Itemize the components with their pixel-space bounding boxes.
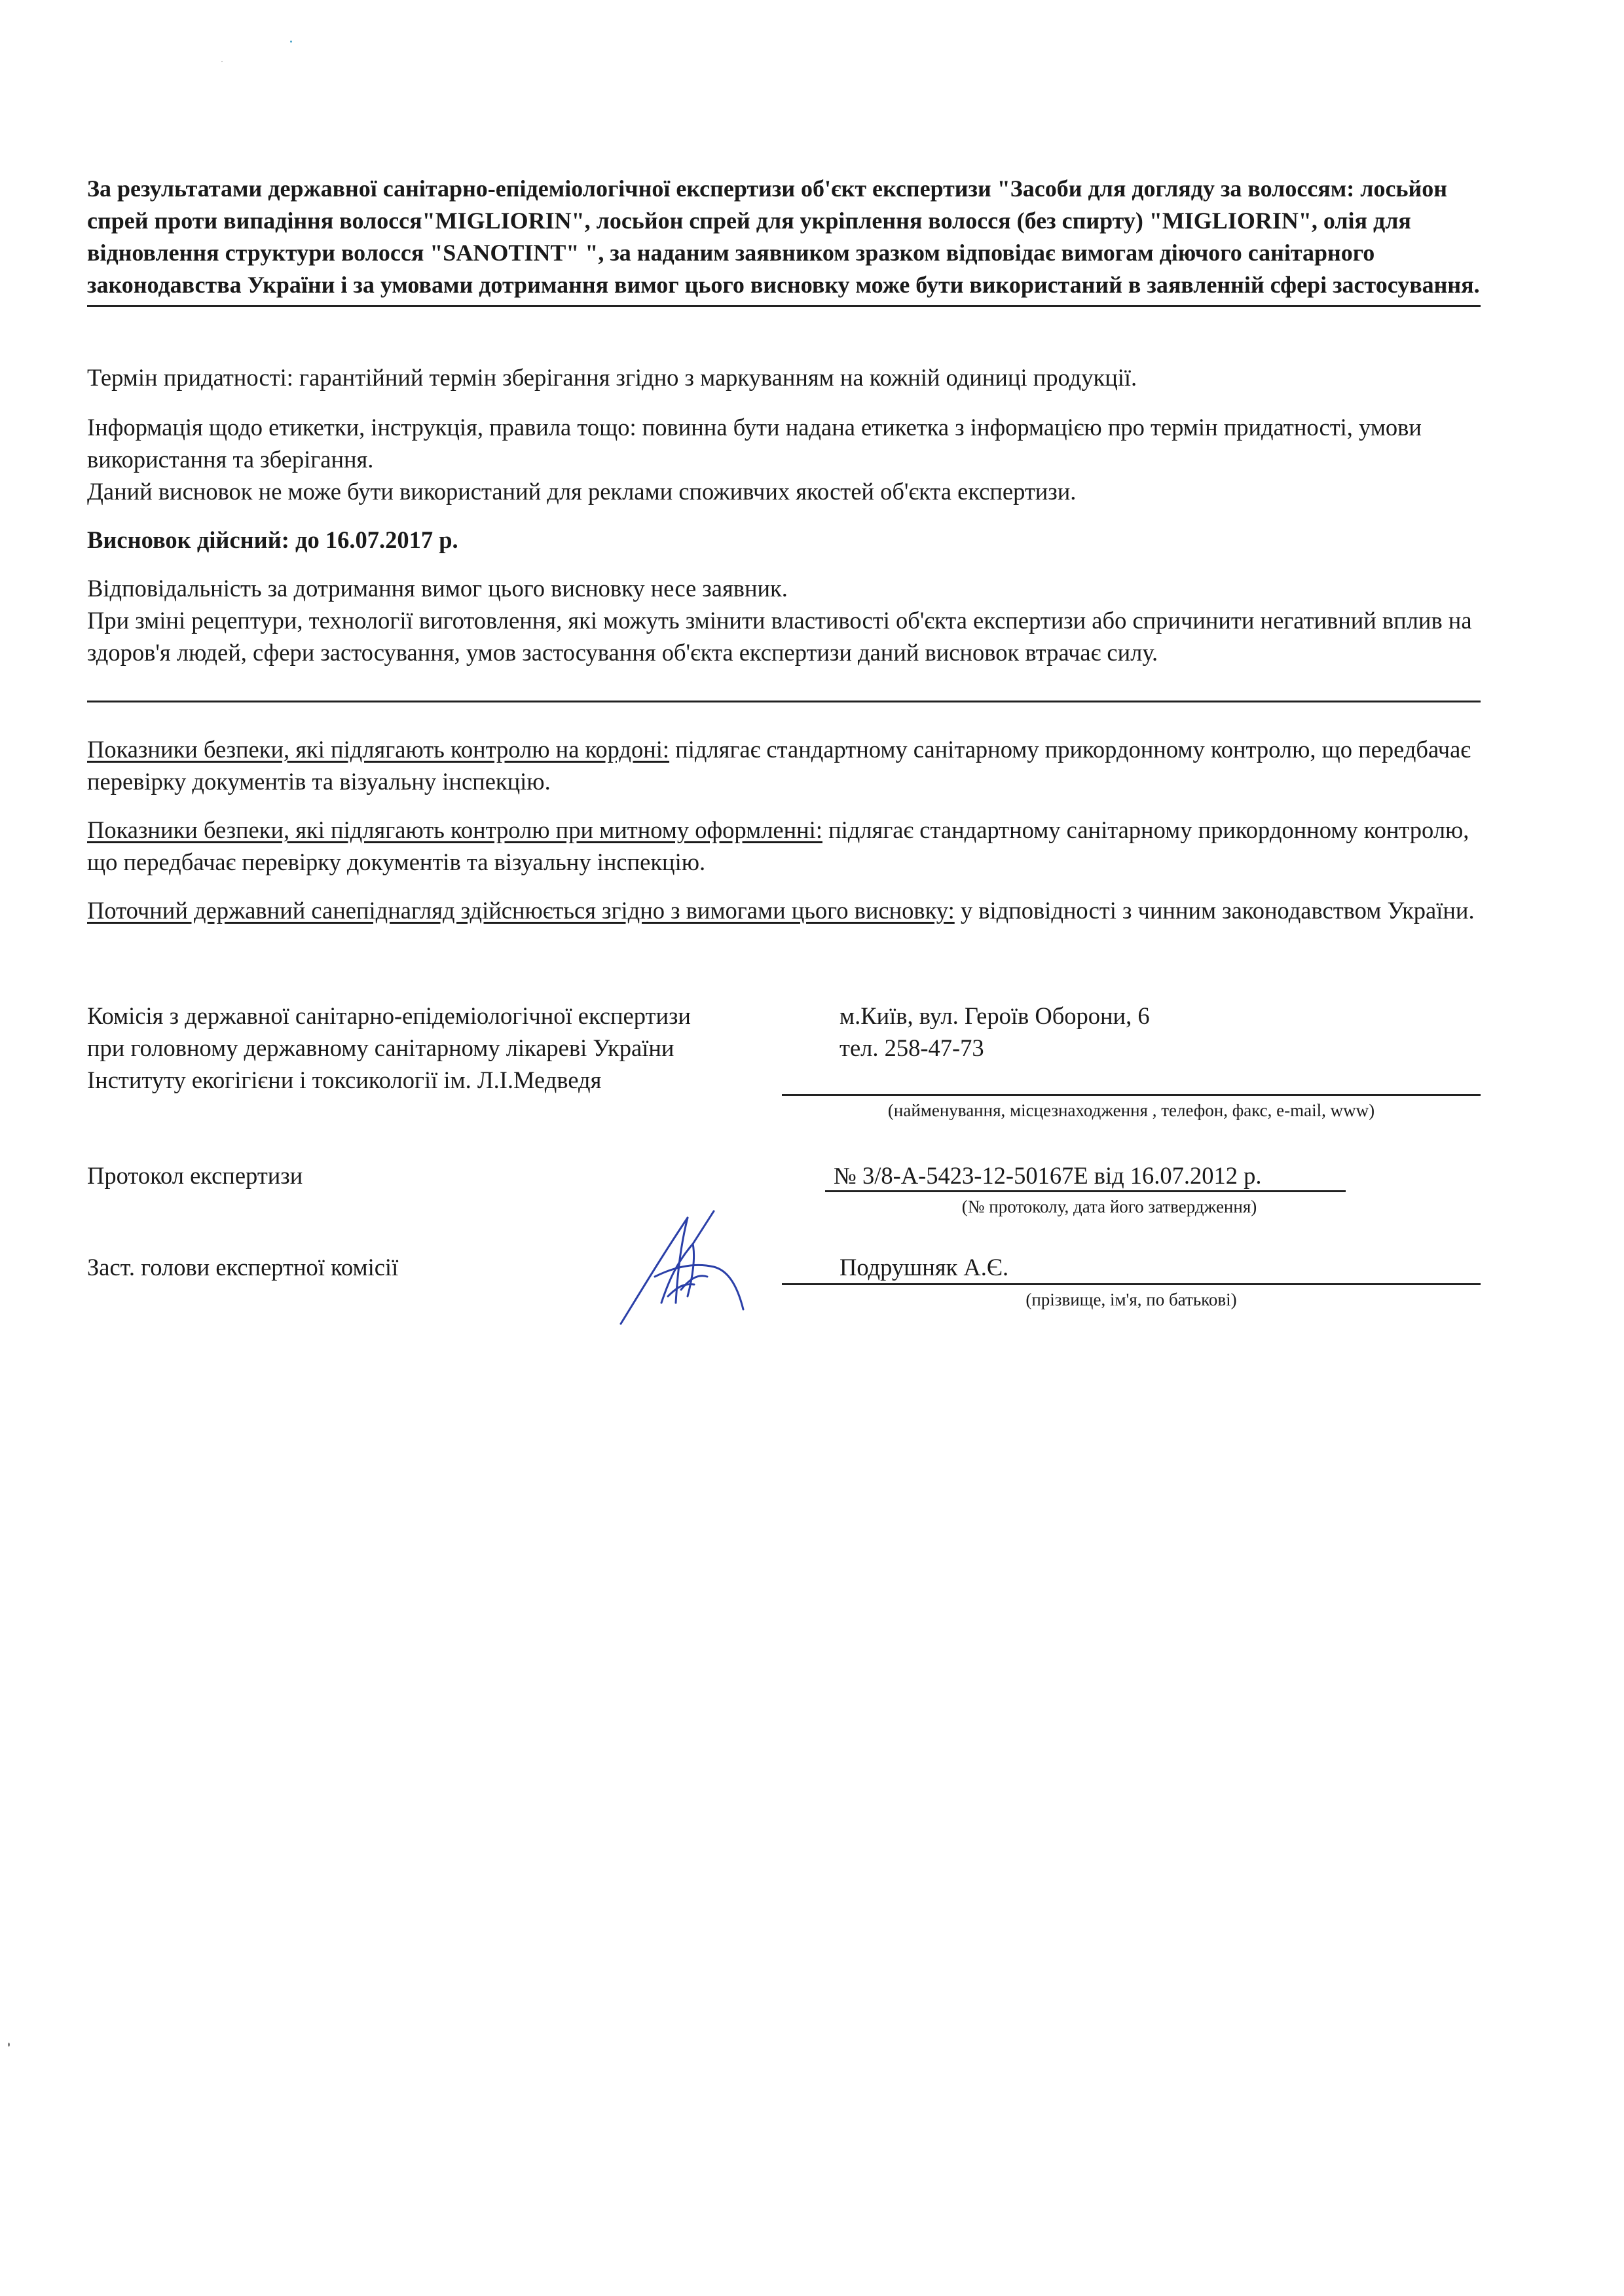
protocol-label: Протокол експертизи <box>87 1162 303 1189</box>
commission-address: м.Київ, вул. Героїв Оборони, 6 <box>840 1002 1150 1029</box>
validity-value: до 16.07.2017 р. <box>295 526 458 553</box>
validity-label: Висновок дійсний: <box>87 526 289 553</box>
signatory-label: Заст. голови експертної комісії <box>87 1254 399 1281</box>
advertising-restriction-text: Даний висновок не може бути використаний для реклами споживчих якостей об'єкта експертизи. <box>87 478 1077 505</box>
validity-line <box>87 524 1481 556</box>
scan-speck <box>221 61 223 62</box>
customs-control-label: Показники безпеки, які підлягають контролю при митному оформленні: <box>87 816 822 843</box>
border-control-text: підлягає стандартному санітарному прикордонному контролю, що передбачає перевірку документів та візуальну інспекцію. <box>87 736 1471 795</box>
commission-line-2: при головному державному санітарному лікареві України <box>87 1034 674 1061</box>
shelf-life-text: Термін придатності: гарантійний термін зберігання згідно з маркуванням на кожній одиниці продукції. <box>87 364 1137 391</box>
scan-speck <box>290 41 292 43</box>
commission-line-3: Інституту екогігієни і токсикології ім. Л.І.Медведя <box>87 1066 602 1093</box>
recipe-change-text: При зміні рецептури, технології виготовлення, які можуть змінити властивості об'єкта експертизи або спричинити негативний вплив на здоров'я людей, сфери застосування, умов застосування об'єкта експертизи даний висновок втрачає силу. <box>87 607 1472 666</box>
signatory-rule <box>782 1283 1481 1285</box>
section-divider <box>87 701 1481 702</box>
supervision-label: Поточний державний санепіднагляд здійснюється згідно з вимогами цього висновку: <box>87 897 955 924</box>
commission-rule <box>782 1094 1481 1096</box>
scan-speck <box>8 2043 10 2047</box>
protocol-rule <box>825 1190 1346 1192</box>
signatory-name: Подрушняк А.Є. <box>840 1254 1009 1281</box>
customs-control-paragraph <box>87 814 1481 878</box>
commission-caption: (найменування, місцезнаходження , телефон, факс, e-mail, www) <box>887 1101 1375 1120</box>
protocol-value: № 3/8-А-5423-12-50167Е від 16.07.2012 р. <box>834 1162 1262 1189</box>
signatory-caption: (прізвище, ім'я, по батькові) <box>1025 1290 1237 1309</box>
customs-control-text: підлягає стандартному санітарному прикордонному контролю, що передбачає перевірку документів та візуальну інспекцію. <box>87 816 1469 875</box>
responsibility-text: Відповідальність за дотримання вимог цього висновку несе заявник. <box>87 575 788 602</box>
supervision-paragraph <box>87 894 1481 926</box>
commission-phone: тел. 258-47-73 <box>840 1034 984 1061</box>
commission-line-1: Комісія з державної санітарно-епідеміологічної експертизи <box>87 1002 691 1029</box>
expertise-conclusion: За результатами державної санітарно-епідеміологічної експертизи об'єкт експертизи "Засоби для догляду за волоссям: лосьйон спрей проти випадіння волосся"MIGLIORIN", лосьйон спрей для укріплення волосся (без спирту) "MIGLIORIN", олія для відновлення структури волосся "SANOTINT" ", за наданим заявником зразком відповідає вимогам діючого санітарного законодавства України і за умовами дотримання вимог цього висновку може бути використаний в заявленній сфері застосування. <box>87 173 1481 307</box>
border-control-paragraph <box>87 733 1481 797</box>
protocol-caption: (№ протоколу, дата його затвердження) <box>961 1197 1257 1216</box>
supervision-text: у відповідності з чинним законодавством України. <box>954 897 1475 924</box>
label-info-text: Інформація щодо етикетки, інструкція, правила тощо: повинна бути надана етикетка з інформацією про термін придатності, умови використання та зберігання. <box>87 414 1422 473</box>
handwritten-signature <box>616 1205 766 1329</box>
border-control-label: Показники безпеки, які підлягають контролю на кордоні: <box>87 736 670 763</box>
